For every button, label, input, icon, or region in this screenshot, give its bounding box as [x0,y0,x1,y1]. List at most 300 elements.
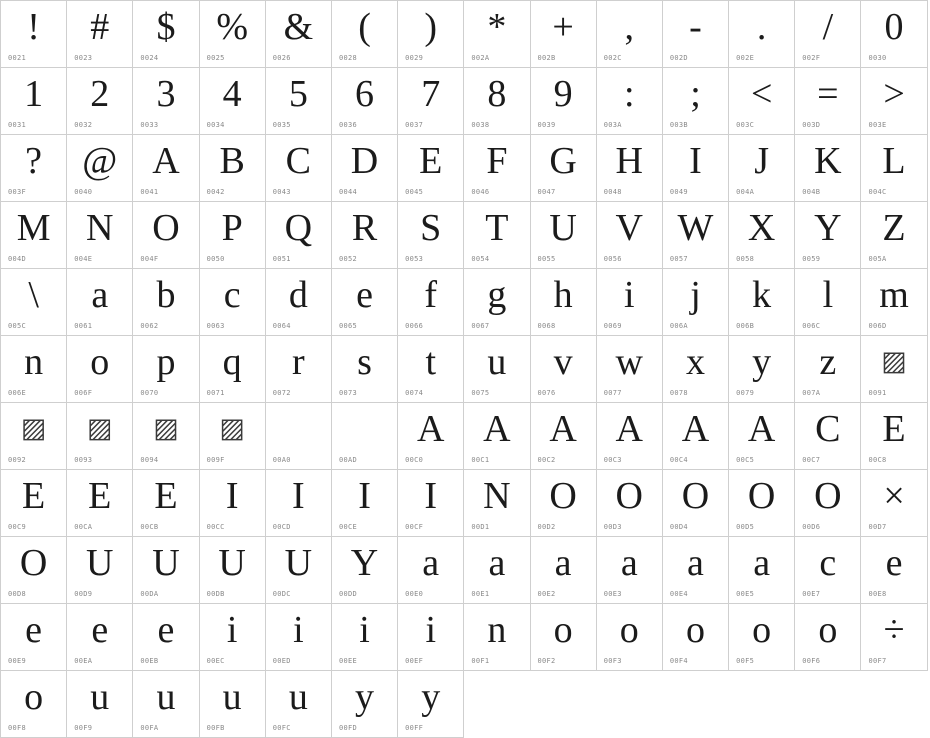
glyph-cell[interactable] [67,68,133,135]
glyph-cell[interactable] [531,1,597,68]
glyph-character: A [483,408,511,450]
glyph-cell[interactable] [398,202,464,269]
glyph-codepoint: 00FF [405,724,424,732]
glyph-character: Q [284,207,313,249]
glyph-cell[interactable] [67,336,133,403]
glyph-character: A [615,408,643,450]
glyph-cell[interactable] [398,336,464,403]
glyph-codepoint: 0062 [140,322,159,330]
glyph-character: D [350,140,379,182]
glyph-codepoint: 0093 [74,456,93,464]
glyph-cell[interactable] [464,604,530,671]
glyph-cell[interactable] [597,604,663,671]
glyph-cell[interactable] [332,135,398,202]
glyph-cell[interactable] [1,604,67,671]
glyph-character: - [689,6,702,48]
glyph-character: ▨ [881,346,907,377]
glyph-cell[interactable] [464,403,530,470]
glyph-cell[interactable] [67,604,133,671]
glyph-codepoint: 00DB [206,590,225,598]
glyph-cell[interactable] [663,336,729,403]
glyph-cell[interactable] [200,336,266,403]
glyph-cell[interactable] [67,269,133,336]
glyph-cell[interactable] [795,470,861,537]
glyph-character: 5 [288,73,308,115]
glyph-cell[interactable] [597,68,663,135]
glyph-codepoint: 0091 [868,389,887,397]
glyph-character: P [221,207,243,249]
glyph-cell[interactable] [398,68,464,135]
glyph-character: o [752,609,772,651]
glyph-cell[interactable] [398,269,464,336]
glyph-codepoint: 0065 [338,322,357,330]
glyph-cell[interactable] [464,470,530,537]
glyph-cell[interactable] [200,604,266,671]
glyph-codepoint: 0035 [272,121,291,129]
glyph-character: a [554,542,572,584]
glyph-cell[interactable] [663,604,729,671]
glyph-character: U [284,542,313,584]
glyph-character: a [753,542,771,584]
glyph-codepoint: 0031 [8,121,27,129]
glyph-codepoint: 0073 [338,389,357,397]
glyph-cell[interactable] [266,671,332,738]
glyph-codepoint: 00CB [140,523,159,531]
glyph-cell[interactable] [531,135,597,202]
glyph-codepoint: 00FD [338,724,357,732]
glyph-character: O [19,542,48,584]
glyph-cell[interactable] [663,135,729,202]
glyph-character: r [292,341,305,383]
glyph-character: C [815,408,841,450]
glyph-cell[interactable] [464,202,530,269]
glyph-codepoint: 0042 [206,188,225,196]
glyph-codepoint: 0047 [537,188,556,196]
glyph-cell[interactable] [266,403,332,470]
glyph-character: g [487,274,507,316]
glyph-character: R [351,207,378,249]
glyph-cell[interactable] [663,68,729,135]
glyph-codepoint: 00C2 [537,456,556,464]
glyph-character: ; [690,73,701,115]
glyph-cell[interactable] [861,1,927,68]
glyph-cell[interactable] [133,470,199,537]
glyph-cell[interactable] [531,470,597,537]
glyph-character: I [689,140,702,182]
glyph-codepoint: 00F5 [736,657,755,665]
glyph-character: ( [358,6,371,48]
glyph-codepoint: 002F [802,54,821,62]
glyph-codepoint: 0051 [272,255,291,263]
glyph-cell[interactable] [1,1,67,68]
glyph-cell[interactable] [332,537,398,604]
glyph-character: T [485,207,509,249]
glyph-cell[interactable] [133,269,199,336]
glyph-character: o [24,676,44,718]
glyph-cell[interactable] [266,537,332,604]
glyph-cell[interactable] [795,336,861,403]
glyph-cell[interactable] [133,135,199,202]
glyph-cell[interactable] [398,1,464,68]
glyph-cell[interactable] [1,403,67,470]
glyph-cell[interactable] [729,403,795,470]
glyph-cell[interactable] [795,269,861,336]
glyph-cell[interactable] [200,68,266,135]
glyph-cell[interactable] [663,269,729,336]
glyph-character: A [152,140,180,182]
glyph-cell[interactable] [133,403,199,470]
glyph-codepoint: 0061 [74,322,93,330]
glyph-codepoint: 004A [736,188,755,196]
glyph-character: ÷ [883,609,905,651]
glyph-cell[interactable] [200,537,266,604]
glyph-codepoint: 0040 [74,188,93,196]
glyph-cell[interactable] [663,1,729,68]
glyph-cell[interactable] [464,1,530,68]
glyph-character: O [747,475,776,517]
glyph-character: w [615,341,643,383]
glyph-cell[interactable] [266,68,332,135]
glyph-cell[interactable] [200,671,266,738]
glyph-codepoint: 0056 [603,255,622,263]
glyph-codepoint: 00FA [140,724,159,732]
glyph-cell[interactable] [861,202,927,269]
glyph-character: U [549,207,577,249]
glyph-cell[interactable] [531,68,597,135]
glyph-cell[interactable] [729,336,795,403]
glyph-character: , [624,6,635,48]
glyph-character: O [152,207,180,249]
glyph-cell[interactable] [1,671,67,738]
glyph-character: m [879,274,909,316]
glyph-cell[interactable] [861,68,927,135]
glyph-cell[interactable] [266,470,332,537]
glyph-character: A [747,408,776,450]
glyph-codepoint: 00F3 [603,657,622,665]
glyph-character: x [685,341,705,383]
glyph-codepoint: 00EB [140,657,159,665]
glyph-character: a [687,542,704,584]
glyph-codepoint: 0037 [405,121,424,129]
glyph-codepoint: 005A [868,255,887,263]
glyph-cell[interactable] [464,269,530,336]
glyph-codepoint: 00D3 [603,523,622,531]
glyph-character: A [681,408,710,450]
glyph-cell[interactable] [332,671,398,738]
glyph-codepoint: 003F [8,188,27,196]
glyph-cell[interactable] [1,68,67,135]
glyph-character: c [223,274,241,316]
glyph-codepoint: 0070 [140,389,159,397]
glyph-codepoint: 00F6 [802,657,821,665]
glyph-cell[interactable] [663,470,729,537]
glyph-character: = [817,73,839,115]
glyph-codepoint: 00E1 [471,590,490,598]
glyph-cell[interactable] [861,135,927,202]
glyph-cell[interactable] [464,336,530,403]
glyph-cell[interactable] [398,537,464,604]
glyph-character: l [822,274,834,316]
glyph-character: ▨ [87,413,113,444]
glyph-cell[interactable] [597,336,663,403]
glyph-codepoint: 002B [537,54,556,62]
glyph-cell[interactable] [67,202,133,269]
glyph-cell[interactable] [531,537,597,604]
glyph-codepoint: 0058 [736,255,755,263]
glyph-codepoint: 00F1 [471,657,490,665]
glyph-codepoint: 00D5 [736,523,755,531]
glyph-character: % [216,6,248,48]
glyph-cell[interactable] [266,336,332,403]
glyph-cell[interactable] [398,403,464,470]
glyph-cell[interactable] [1,135,67,202]
glyph-cell[interactable] [332,336,398,403]
glyph-codepoint: 00E2 [537,590,556,598]
glyph-cell[interactable] [729,537,795,604]
glyph-codepoint: 00D1 [471,523,490,531]
glyph-cell[interactable] [663,537,729,604]
glyph-codepoint: 0053 [405,255,424,263]
glyph-codepoint: 0078 [669,389,688,397]
glyph-character: u [222,676,242,718]
glyph-codepoint: 003D [802,121,821,129]
glyph-codepoint: 00CE [338,523,357,531]
glyph-cell[interactable] [332,202,398,269]
glyph-cell[interactable] [133,68,199,135]
glyph-character: s [357,341,372,383]
glyph-cell[interactable] [531,604,597,671]
glyph-character: U [218,542,246,584]
glyph-character: E [154,475,178,517]
glyph-character: K [814,140,842,182]
glyph-cell[interactable] [266,604,332,671]
glyph-character: 0 [884,6,904,48]
glyph-cell[interactable] [1,269,67,336]
glyph-codepoint: 003E [868,121,887,129]
glyph-character: ▨ [219,413,245,444]
glyph-cell[interactable] [133,537,199,604]
glyph-codepoint: 003A [603,121,622,129]
glyph-character: G [549,140,577,182]
glyph-codepoint: 004B [802,188,821,196]
glyph-cell[interactable] [67,470,133,537]
glyph-cell[interactable] [861,336,927,403]
glyph-character: k [752,274,772,316]
glyph-cell[interactable] [663,403,729,470]
glyph-character: o [553,609,573,651]
glyph-cell[interactable] [795,1,861,68]
glyph-cell[interactable] [795,604,861,671]
glyph-character: * [487,6,507,48]
glyph-cell[interactable] [266,202,332,269]
glyph-codepoint: 0044 [338,188,357,196]
glyph-cell[interactable] [332,68,398,135]
glyph-cell[interactable] [795,202,861,269]
glyph-cell[interactable] [1,202,67,269]
glyph-character: v [553,341,573,383]
glyph-cell[interactable] [597,403,663,470]
glyph-character: o [619,609,639,651]
glyph-codepoint: 006C [802,322,821,330]
glyph-character: I [424,475,438,517]
glyph-cell[interactable] [795,68,861,135]
glyph-cell[interactable] [1,537,67,604]
glyph-character: e [91,609,109,651]
glyph-cell[interactable] [729,470,795,537]
glyph-codepoint: 0052 [338,255,357,263]
glyph-cell[interactable] [729,202,795,269]
glyph-cell[interactable] [795,537,861,604]
glyph-cell[interactable] [464,68,530,135]
glyph-codepoint: 00A0 [272,456,291,464]
glyph-codepoint: 00DC [272,590,291,598]
glyph-codepoint: 004C [868,188,887,196]
glyph-cell[interactable] [531,202,597,269]
glyph-cell[interactable] [200,1,266,68]
glyph-cell[interactable] [200,135,266,202]
glyph-character: e [25,609,43,651]
glyph-codepoint: 00F4 [669,657,688,665]
glyph-codepoint: 00D7 [868,523,887,531]
glyph-codepoint: 0064 [272,322,291,330]
glyph-cell[interactable] [266,1,332,68]
glyph-character: o [90,341,110,383]
glyph-cell[interactable] [398,470,464,537]
glyph-cell[interactable] [67,1,133,68]
glyph-character: S [420,207,442,249]
glyph-cell[interactable] [332,1,398,68]
glyph-cell[interactable] [266,269,332,336]
glyph-cell[interactable] [795,135,861,202]
glyph-cell[interactable] [861,537,927,604]
glyph-codepoint: 00C9 [8,523,27,531]
glyph-codepoint: 0077 [603,389,622,397]
glyph-character: ▨ [153,413,179,444]
glyph-codepoint: 0029 [405,54,424,62]
glyph-cell[interactable] [663,202,729,269]
glyph-cell[interactable] [464,537,530,604]
glyph-character: O [681,475,710,517]
glyph-codepoint: 0075 [471,389,490,397]
glyph-cell[interactable] [200,269,266,336]
glyph-cell[interactable] [133,336,199,403]
glyph-codepoint: 00F8 [8,724,27,732]
glyph-cell[interactable] [1,336,67,403]
glyph-codepoint: 002E [736,54,755,62]
glyph-codepoint: 0055 [537,255,556,263]
glyph-cell[interactable] [133,202,199,269]
glyph-codepoint: 0034 [206,121,225,129]
glyph-cell[interactable] [597,1,663,68]
glyph-cell[interactable] [729,135,795,202]
glyph-codepoint: 0069 [603,322,622,330]
glyph-character: d [288,274,308,316]
glyph-cell[interactable] [597,269,663,336]
glyph-cell[interactable] [398,604,464,671]
glyph-cell[interactable] [729,68,795,135]
glyph-character: < [750,73,773,115]
glyph-character: t [425,341,436,383]
glyph-codepoint: 006B [736,322,755,330]
glyph-cell[interactable] [398,135,464,202]
glyph-cell[interactable] [266,135,332,202]
glyph-cell[interactable] [67,537,133,604]
glyph-cell[interactable] [67,671,133,738]
glyph-codepoint: 00F2 [537,657,556,665]
glyph-codepoint: 0068 [537,322,556,330]
glyph-character: ! [27,6,40,48]
glyph-character: e [356,274,373,316]
glyph-character: U [152,542,180,584]
glyph-cell[interactable] [133,671,199,738]
glyph-codepoint: 0072 [272,389,291,397]
glyph-cell[interactable] [67,403,133,470]
glyph-codepoint: 00E3 [603,590,622,598]
glyph-cell[interactable] [398,671,464,738]
glyph-cell[interactable] [332,269,398,336]
glyph-cell[interactable] [200,470,266,537]
glyph-cell[interactable] [464,135,530,202]
glyph-character: e [157,609,175,651]
glyph-character: > [883,73,905,115]
glyph-cell[interactable] [332,470,398,537]
glyph-character: I [292,475,305,517]
glyph-cell[interactable] [133,1,199,68]
glyph-cell[interactable] [597,202,663,269]
glyph-cell[interactable] [861,470,927,537]
glyph-codepoint: 002C [603,54,622,62]
glyph-cell[interactable] [795,403,861,470]
glyph-cell[interactable] [861,403,927,470]
glyph-cell[interactable] [597,470,663,537]
glyph-cell[interactable] [332,403,398,470]
glyph-codepoint: 00E9 [8,657,27,665]
glyph-cell[interactable] [200,403,266,470]
glyph-character: A [549,408,577,450]
glyph-codepoint: 00C8 [868,456,887,464]
glyph-character: b [156,274,176,316]
glyph-cell[interactable] [597,135,663,202]
glyph-cell[interactable] [133,604,199,671]
glyph-cell[interactable] [861,269,927,336]
glyph-codepoint: 00C1 [471,456,490,464]
glyph-character: N [86,207,114,249]
glyph-cell[interactable] [67,135,133,202]
glyph-cell[interactable] [531,336,597,403]
glyph-cell[interactable] [1,470,67,537]
glyph-character: i [226,609,238,651]
glyph-cell[interactable] [729,1,795,68]
glyph-cell[interactable] [531,403,597,470]
glyph-codepoint: 0023 [74,54,93,62]
glyph-character: ) [424,6,438,48]
glyph-cell[interactable] [332,604,398,671]
glyph-codepoint: 00D8 [8,590,27,598]
glyph-cell[interactable] [200,202,266,269]
glyph-codepoint: 00ED [272,657,291,665]
glyph-codepoint: 00DA [140,590,159,598]
glyph-cell[interactable] [729,269,795,336]
glyph-cell[interactable] [597,537,663,604]
glyph-character: o [818,609,838,651]
glyph-character: a [422,542,440,584]
glyph-cell[interactable] [729,604,795,671]
glyph-cell[interactable] [531,269,597,336]
glyph-character: 3 [156,73,176,115]
glyph-cell[interactable] [861,604,927,671]
glyph-codepoint: 00C4 [669,456,688,464]
glyph-character: # [90,6,110,48]
